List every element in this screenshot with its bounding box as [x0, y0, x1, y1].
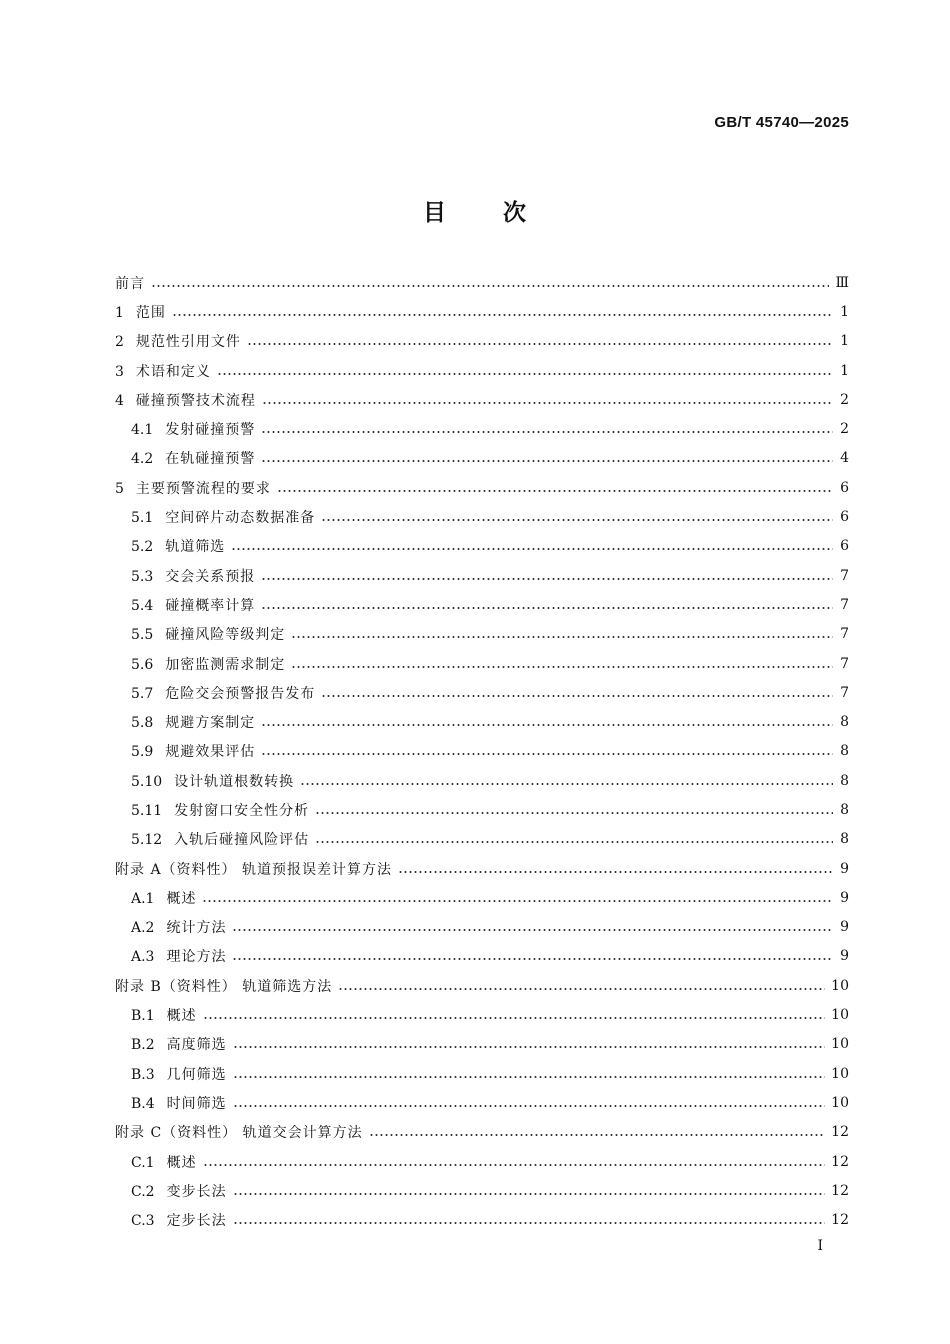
toc-entry-label — [131, 595, 255, 615]
toc-entry-page: 1 — [840, 333, 849, 350]
toc-entry-title: 高度筛选 — [166, 1037, 227, 1054]
table-of-contents — [115, 268, 849, 1235]
toc-entry-number: 4.2 — [131, 451, 154, 468]
toc-entry-page: 7 — [840, 626, 849, 643]
toc-entry-label — [115, 859, 392, 879]
toc-entry-title: 概述 — [166, 890, 197, 907]
toc-entry-label — [131, 771, 294, 791]
dot-leader — [233, 1222, 826, 1224]
toc-entry[interactable] — [115, 1147, 849, 1176]
toc-entry-label — [115, 976, 332, 996]
toc-entry[interactable] — [115, 766, 849, 795]
toc-entry-page: 7 — [840, 655, 849, 672]
toc-entry-label — [131, 712, 255, 732]
toc-entry[interactable] — [115, 356, 849, 385]
toc-entry-title: 统计方法 — [166, 920, 227, 937]
toc-entry-page: 8 — [840, 831, 849, 848]
toc-entry-label — [131, 1005, 197, 1025]
toc-entry[interactable] — [115, 825, 849, 854]
toc-entry-label — [115, 302, 166, 322]
toc-entry[interactable] — [115, 385, 849, 414]
dot-leader — [261, 460, 833, 462]
dot-leader — [291, 666, 833, 668]
toc-entry-label — [131, 1093, 227, 1113]
toc-entry-page: 9 — [840, 919, 849, 936]
toc-entry-label — [131, 683, 315, 703]
toc-entry-page: 10 — [831, 1094, 849, 1111]
toc-entry-number: 5.7 — [131, 685, 154, 702]
dot-leader — [233, 1076, 826, 1078]
toc-entry-title: 轨道筛选 — [165, 539, 226, 556]
toc-entry-page: 10 — [831, 1007, 849, 1024]
toc-entry-title: 定步长法 — [166, 1213, 227, 1230]
toc-title-char-1: 目 — [423, 200, 447, 226]
dot-leader — [261, 724, 833, 726]
toc-entry-label — [131, 624, 285, 644]
toc-entry[interactable] — [115, 1206, 849, 1235]
dot-leader — [247, 343, 833, 345]
toc-entry-page: Ⅲ — [835, 274, 849, 291]
toc-entry-title: 附录 B（资料性） 轨道筛选方法 — [115, 978, 333, 995]
toc-entry-label — [131, 800, 309, 820]
toc-entry-page: 9 — [840, 948, 849, 965]
toc-entry[interactable] — [115, 1088, 849, 1117]
toc-entry-number: 4 — [115, 392, 124, 409]
toc-entry[interactable] — [115, 327, 849, 356]
toc-entry-number: 5.8 — [131, 715, 154, 732]
toc-entry-title: 附录 A（资料性） 轨道预报误差计算方法 — [115, 861, 393, 878]
toc-entry-number: 4.1 — [131, 422, 154, 439]
toc-entry-label — [131, 888, 196, 908]
toc-entry-title: 发射碰撞预警 — [165, 422, 256, 439]
toc-entry[interactable] — [115, 1176, 849, 1205]
toc-entry-number: B.2 — [131, 1037, 155, 1054]
toc-entry[interactable] — [115, 737, 849, 766]
toc-entry-title: 入轨后碰撞风险评估 — [174, 832, 310, 849]
toc-entry-title: 主要预警流程的要求 — [135, 480, 271, 497]
dot-leader — [261, 578, 833, 580]
toc-entry-label — [131, 448, 255, 468]
standard-code: GB/T 45740—2025 — [714, 114, 849, 131]
toc-entry[interactable] — [115, 502, 849, 531]
toc-entry-label — [115, 273, 145, 293]
toc-entry-title: 术语和定义 — [135, 363, 211, 380]
toc-entry-title: 几何筛选 — [166, 1066, 227, 1083]
toc-entry-label — [131, 566, 255, 586]
toc-entry[interactable] — [115, 883, 849, 912]
toc-entry[interactable] — [115, 971, 849, 1000]
toc-entry-title: 范围 — [135, 304, 166, 321]
dot-leader — [398, 871, 833, 873]
toc-entry-page: 9 — [840, 860, 849, 877]
toc-title-char-2: 次 — [503, 200, 527, 226]
toc-entry-title: 空间碎片动态数据准备 — [165, 510, 316, 527]
toc-entry-page: 1 — [840, 362, 849, 379]
toc-entry-label — [115, 361, 211, 381]
toc-entry-number: 5.11 — [131, 802, 163, 819]
toc-entry[interactable] — [115, 707, 849, 736]
dot-leader — [203, 1164, 826, 1166]
toc-entry-page: 6 — [840, 538, 849, 555]
toc-entry-number: 5.3 — [131, 568, 154, 585]
dot-leader — [231, 548, 833, 550]
toc-entry-page: 10 — [831, 1065, 849, 1082]
dot-leader — [233, 1105, 826, 1107]
toc-entry[interactable] — [115, 942, 849, 971]
toc-entry[interactable] — [115, 1000, 849, 1029]
toc-entry-label — [131, 654, 285, 674]
dot-leader — [369, 1134, 826, 1136]
toc-entry-label — [131, 1152, 197, 1172]
dot-leader — [203, 1017, 826, 1019]
toc-entry[interactable] — [115, 444, 849, 473]
toc-entry-label — [131, 829, 309, 849]
dot-leader — [261, 753, 833, 755]
toc-entry-page: 7 — [840, 567, 849, 584]
dot-leader — [277, 490, 833, 492]
toc-entry-label — [115, 331, 241, 351]
toc-entry[interactable] — [115, 473, 849, 502]
toc-entry-page: 9 — [840, 889, 849, 906]
toc-entry-title: 在轨碰撞预警 — [165, 451, 256, 468]
toc-entry-page: 4 — [840, 450, 849, 467]
toc-entry-number: A.2 — [131, 920, 155, 937]
toc-entry-page: 8 — [840, 801, 849, 818]
toc-entry-number: 5.1 — [131, 510, 154, 527]
toc-entry-number: 5 — [115, 480, 124, 497]
toc-entry-label — [131, 1034, 227, 1054]
toc-entry-number: B.4 — [131, 1095, 155, 1112]
toc-entry-title: 碰撞风险等级判定 — [165, 627, 286, 644]
toc-entry-number: 5.10 — [131, 773, 163, 790]
toc-entry[interactable] — [115, 590, 849, 619]
toc-entry[interactable] — [115, 414, 849, 443]
toc-entry-title: 前言 — [115, 275, 145, 292]
toc-entry-title: 碰撞概率计算 — [165, 597, 256, 614]
toc-entry-title: 危险交会预警报告发布 — [165, 685, 316, 702]
toc-entry-page: 7 — [840, 684, 849, 701]
toc-entry-title: 设计轨道根数转换 — [174, 773, 295, 790]
toc-entry-label — [131, 419, 255, 439]
dot-leader — [338, 988, 825, 990]
toc-entry[interactable] — [115, 268, 849, 297]
dot-leader — [315, 812, 833, 814]
toc-entry-page: 10 — [831, 977, 849, 994]
dot-leader — [291, 636, 833, 638]
toc-entry-number: 5.12 — [131, 832, 163, 849]
toc-entry-page: 12 — [831, 1153, 849, 1170]
toc-entry-title: 规避方案制定 — [165, 715, 256, 732]
dot-leader — [233, 1046, 826, 1048]
toc-entry-number: B.3 — [131, 1066, 155, 1083]
toc-entry-label — [131, 1210, 227, 1230]
toc-entry-number: 5.5 — [131, 627, 154, 644]
toc-entry-number: 3 — [115, 363, 124, 380]
toc-entry-number: C.2 — [131, 1183, 155, 1200]
toc-entry-number: C.3 — [131, 1213, 155, 1230]
toc-entry-title: 交会关系预报 — [165, 568, 256, 585]
toc-entry[interactable] — [115, 532, 849, 561]
toc-entry-page: 8 — [840, 772, 849, 789]
toc-entry[interactable] — [115, 649, 849, 678]
toc-entry-label — [131, 741, 255, 761]
toc-title — [0, 194, 950, 227]
dot-leader — [321, 519, 833, 521]
toc-entry-title: 碰撞预警技术流程 — [135, 392, 256, 409]
dot-leader — [232, 958, 833, 960]
toc-entry-label — [131, 536, 225, 556]
toc-entry-title: 理论方法 — [166, 949, 227, 966]
toc-entry[interactable] — [115, 678, 849, 707]
dot-leader — [262, 402, 833, 404]
toc-entry-title: 规避效果评估 — [165, 744, 256, 761]
toc-entry-page: 8 — [840, 743, 849, 760]
dot-leader — [233, 1193, 826, 1195]
toc-entry-number: 5.2 — [131, 539, 154, 556]
toc-entry-page: 12 — [831, 1212, 849, 1229]
footer-page-number: I — [817, 1238, 823, 1254]
dot-leader — [202, 900, 833, 902]
toc-entry[interactable] — [115, 1059, 849, 1088]
toc-entry-title: 概述 — [166, 1008, 197, 1025]
dot-leader — [217, 373, 833, 375]
toc-entry-label — [131, 507, 315, 527]
toc-entry-label — [131, 1181, 227, 1201]
toc-entry-title: 变步长法 — [166, 1183, 227, 1200]
toc-entry-number: 5.9 — [131, 744, 154, 761]
toc-entry-page: 8 — [840, 714, 849, 731]
toc-entry-number: 2 — [115, 334, 124, 351]
toc-entry-number: 5.6 — [131, 656, 154, 673]
toc-entry-page: 7 — [840, 596, 849, 613]
toc-entry[interactable] — [115, 297, 849, 326]
toc-entry-number: C.1 — [131, 1154, 155, 1171]
toc-entry-number: 1 — [115, 304, 124, 321]
dot-leader — [261, 607, 833, 609]
toc-entry[interactable] — [115, 620, 849, 649]
toc-entry[interactable] — [115, 854, 849, 883]
toc-entry-page: 12 — [831, 1182, 849, 1199]
toc-entry[interactable] — [115, 913, 849, 942]
toc-entry-title: 时间筛选 — [166, 1095, 227, 1112]
toc-entry-label — [131, 1064, 227, 1084]
toc-entry-label — [115, 1122, 363, 1142]
toc-entry-title: 概述 — [166, 1154, 197, 1171]
toc-entry[interactable] — [115, 795, 849, 824]
dot-leader — [151, 285, 829, 287]
dot-leader — [172, 314, 833, 316]
toc-entry-number: A.1 — [131, 890, 155, 907]
toc-entry-title: 发射窗口安全性分析 — [174, 802, 310, 819]
toc-entry-label — [131, 946, 226, 966]
toc-entry[interactable] — [115, 561, 849, 590]
toc-entry-number: 5.4 — [131, 597, 154, 614]
dot-leader — [300, 783, 833, 785]
dot-leader — [315, 841, 833, 843]
dot-leader — [232, 929, 833, 931]
toc-entry-page: 6 — [840, 479, 849, 496]
toc-entry-label — [115, 478, 271, 498]
toc-entry-number: B.1 — [131, 1008, 155, 1025]
toc-entry-label — [115, 390, 256, 410]
toc-entry-title: 附录 C（资料性） 轨道交会计算方法 — [115, 1125, 363, 1142]
toc-entry-number: A.3 — [131, 949, 155, 966]
toc-entry[interactable] — [115, 1118, 849, 1147]
toc-entry-page: 12 — [831, 1124, 849, 1141]
toc-entry[interactable] — [115, 1030, 849, 1059]
toc-entry-page: 2 — [840, 391, 849, 408]
dot-leader — [261, 431, 833, 433]
toc-entry-page: 6 — [840, 509, 849, 526]
toc-entry-page: 1 — [840, 303, 849, 320]
dot-leader — [321, 695, 833, 697]
toc-entry-title: 加密监测需求制定 — [165, 656, 286, 673]
toc-entry-title: 规范性引用文件 — [135, 334, 241, 351]
toc-entry-label — [131, 917, 226, 937]
toc-entry-page: 2 — [840, 421, 849, 438]
toc-entry-page: 10 — [831, 1036, 849, 1053]
